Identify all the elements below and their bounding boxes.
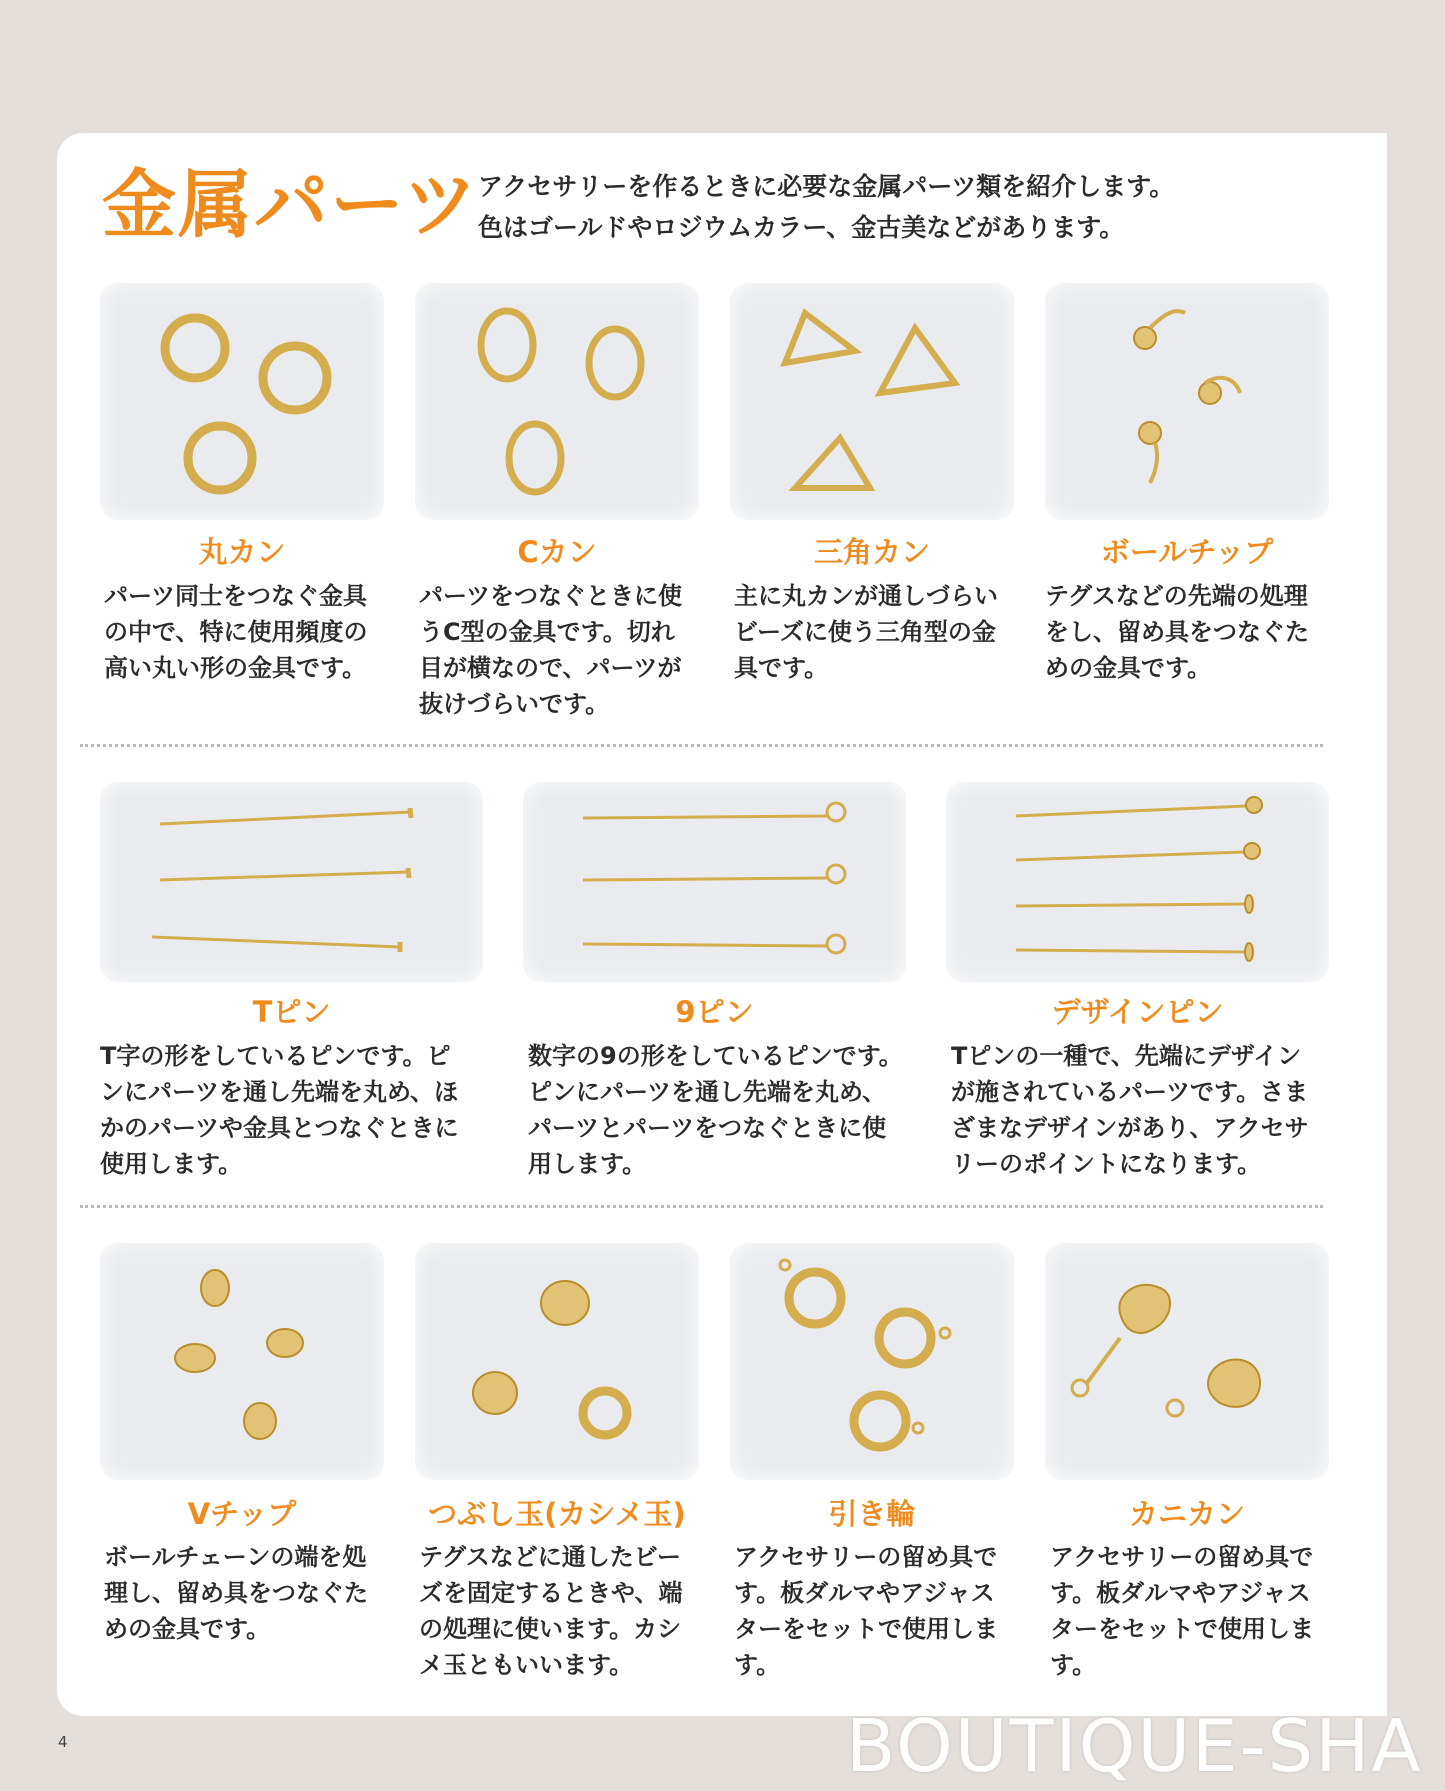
intro-line: アクセサリーを作るときに必要な金属パーツ類を紹介します。 [478,172,1175,201]
dotted-divider [80,744,1323,747]
desc-line: リーのポイントになります。 [951,1150,1262,1178]
part-description [1045,578,1345,686]
part-name: 三角カン [813,535,930,569]
desc-line: パーツをつなぐときに使 [419,582,683,610]
desc-line: ズを固定するときや、端 [419,1579,683,1607]
desc-line: をし、留め具をつなぐた [1045,618,1309,646]
publisher-watermark: BOUTIQUE-SHA [846,1704,1423,1788]
desc-line: ピンにパーツを通し先端を丸め、 [528,1078,887,1106]
photo-crimp-beads [415,1243,699,1480]
photo-t-pins [100,782,483,982]
desc-line: 用します。 [528,1150,647,1178]
desc-line: パーツ同士をつなぐ金具 [104,582,368,610]
page-title: 金属パーツ [102,162,480,248]
desc-line: メ玉ともいいます。 [419,1651,634,1679]
desc-line: 使用します。 [100,1150,243,1178]
desc-line: かのパーツや金具とつなぐときに [100,1114,459,1142]
page-number: 4 [58,1733,68,1751]
desc-line: す。 [1050,1651,1097,1679]
photo-v-tips [100,1243,384,1480]
desc-line: Tピンの一種で、先端にデザイン [951,1042,1302,1070]
part-name: つぶし玉(カシメ玉) [428,1497,686,1531]
desc-line: めの金具です。 [104,1615,271,1643]
photo-spring-rings [730,1243,1014,1480]
desc-line: テグスなどに通したビー [419,1543,681,1571]
desc-line: アクセサリーの留め具で [1050,1543,1314,1571]
desc-line: 高い丸い形の金具です。 [104,654,367,682]
photo-jump-rings [100,283,384,520]
desc-line: す。 [734,1651,781,1679]
dotted-divider [80,1205,1323,1208]
part-name: 9ピン [675,995,754,1029]
desc-line: ビーズに使う三角型の金 [734,618,996,646]
desc-line: ターをセットで使用しま [1050,1615,1314,1643]
part-name: カニカン [1128,1497,1245,1531]
desc-line: ボールチェーンの端を処 [104,1543,367,1571]
desc-line: が施されているパーツです。さま [951,1078,1309,1106]
desc-line: 理し、留め具をつなぐた [104,1579,368,1607]
desc-line: パーツとパーツをつなぐときに使 [528,1114,887,1142]
part-description [734,1539,1034,1683]
part-name: Vチップ [187,1497,297,1531]
photo-design-pins [946,782,1329,982]
desc-line: うC型の金具です。切れ [419,618,675,646]
desc-line: テグスなどの先端の処理 [1045,582,1308,610]
desc-line: ンにパーツを通し先端を丸め、ほ [100,1078,459,1106]
part-description [104,578,394,686]
desc-line: す。板ダルマやアジャス [1050,1579,1311,1607]
desc-line: ターをセットで使用しま [734,1615,998,1643]
part-description [734,578,1024,686]
photo-c-rings [415,283,699,520]
part-name: ボールチップ [1100,535,1274,569]
desc-line: 抜けづらいです。 [419,690,610,718]
desc-line: の処理に使います。カシ [419,1615,682,1643]
desc-line: 主に丸カンが通しづらい [734,582,998,610]
part-name: Cカン [517,535,597,569]
part-description [1050,1539,1350,1683]
desc-line: 具です。 [734,654,829,682]
part-name: デザインピン [1051,995,1224,1029]
part-description [528,1038,938,1182]
photo-9-pins [523,782,906,982]
desc-line: アクセサリーの留め具で [734,1543,998,1571]
desc-line: T字の形をしているピンです。ピ [100,1042,451,1070]
intro-line: 色はゴールドやロジウムカラー、金古美などがあります。 [478,213,1125,242]
desc-line: す。板ダルマやアジャス [734,1579,995,1607]
part-name: 引き輪 [828,1497,916,1531]
part-name: 丸カン [198,535,286,569]
part-description [951,1038,1351,1182]
desc-line: 数字の9の形をしているピンです。 [528,1042,903,1070]
part-description [100,1038,500,1182]
photo-lobster-clasps [1045,1243,1329,1480]
intro-text [478,166,1174,248]
desc-line: めの金具です。 [1045,654,1212,682]
part-name: Tピン [252,995,331,1029]
part-description [104,1539,404,1647]
photo-triangle-rings [730,283,1014,520]
desc-line: の中で、特に使用頻度の [104,618,368,646]
part-description [419,578,709,722]
desc-line: ざまなデザインがあり、アクセサ [951,1114,1309,1142]
desc-line: 目が横なので、パーツが [419,654,682,682]
part-description [419,1539,719,1683]
photo-ball-tips [1045,283,1329,520]
